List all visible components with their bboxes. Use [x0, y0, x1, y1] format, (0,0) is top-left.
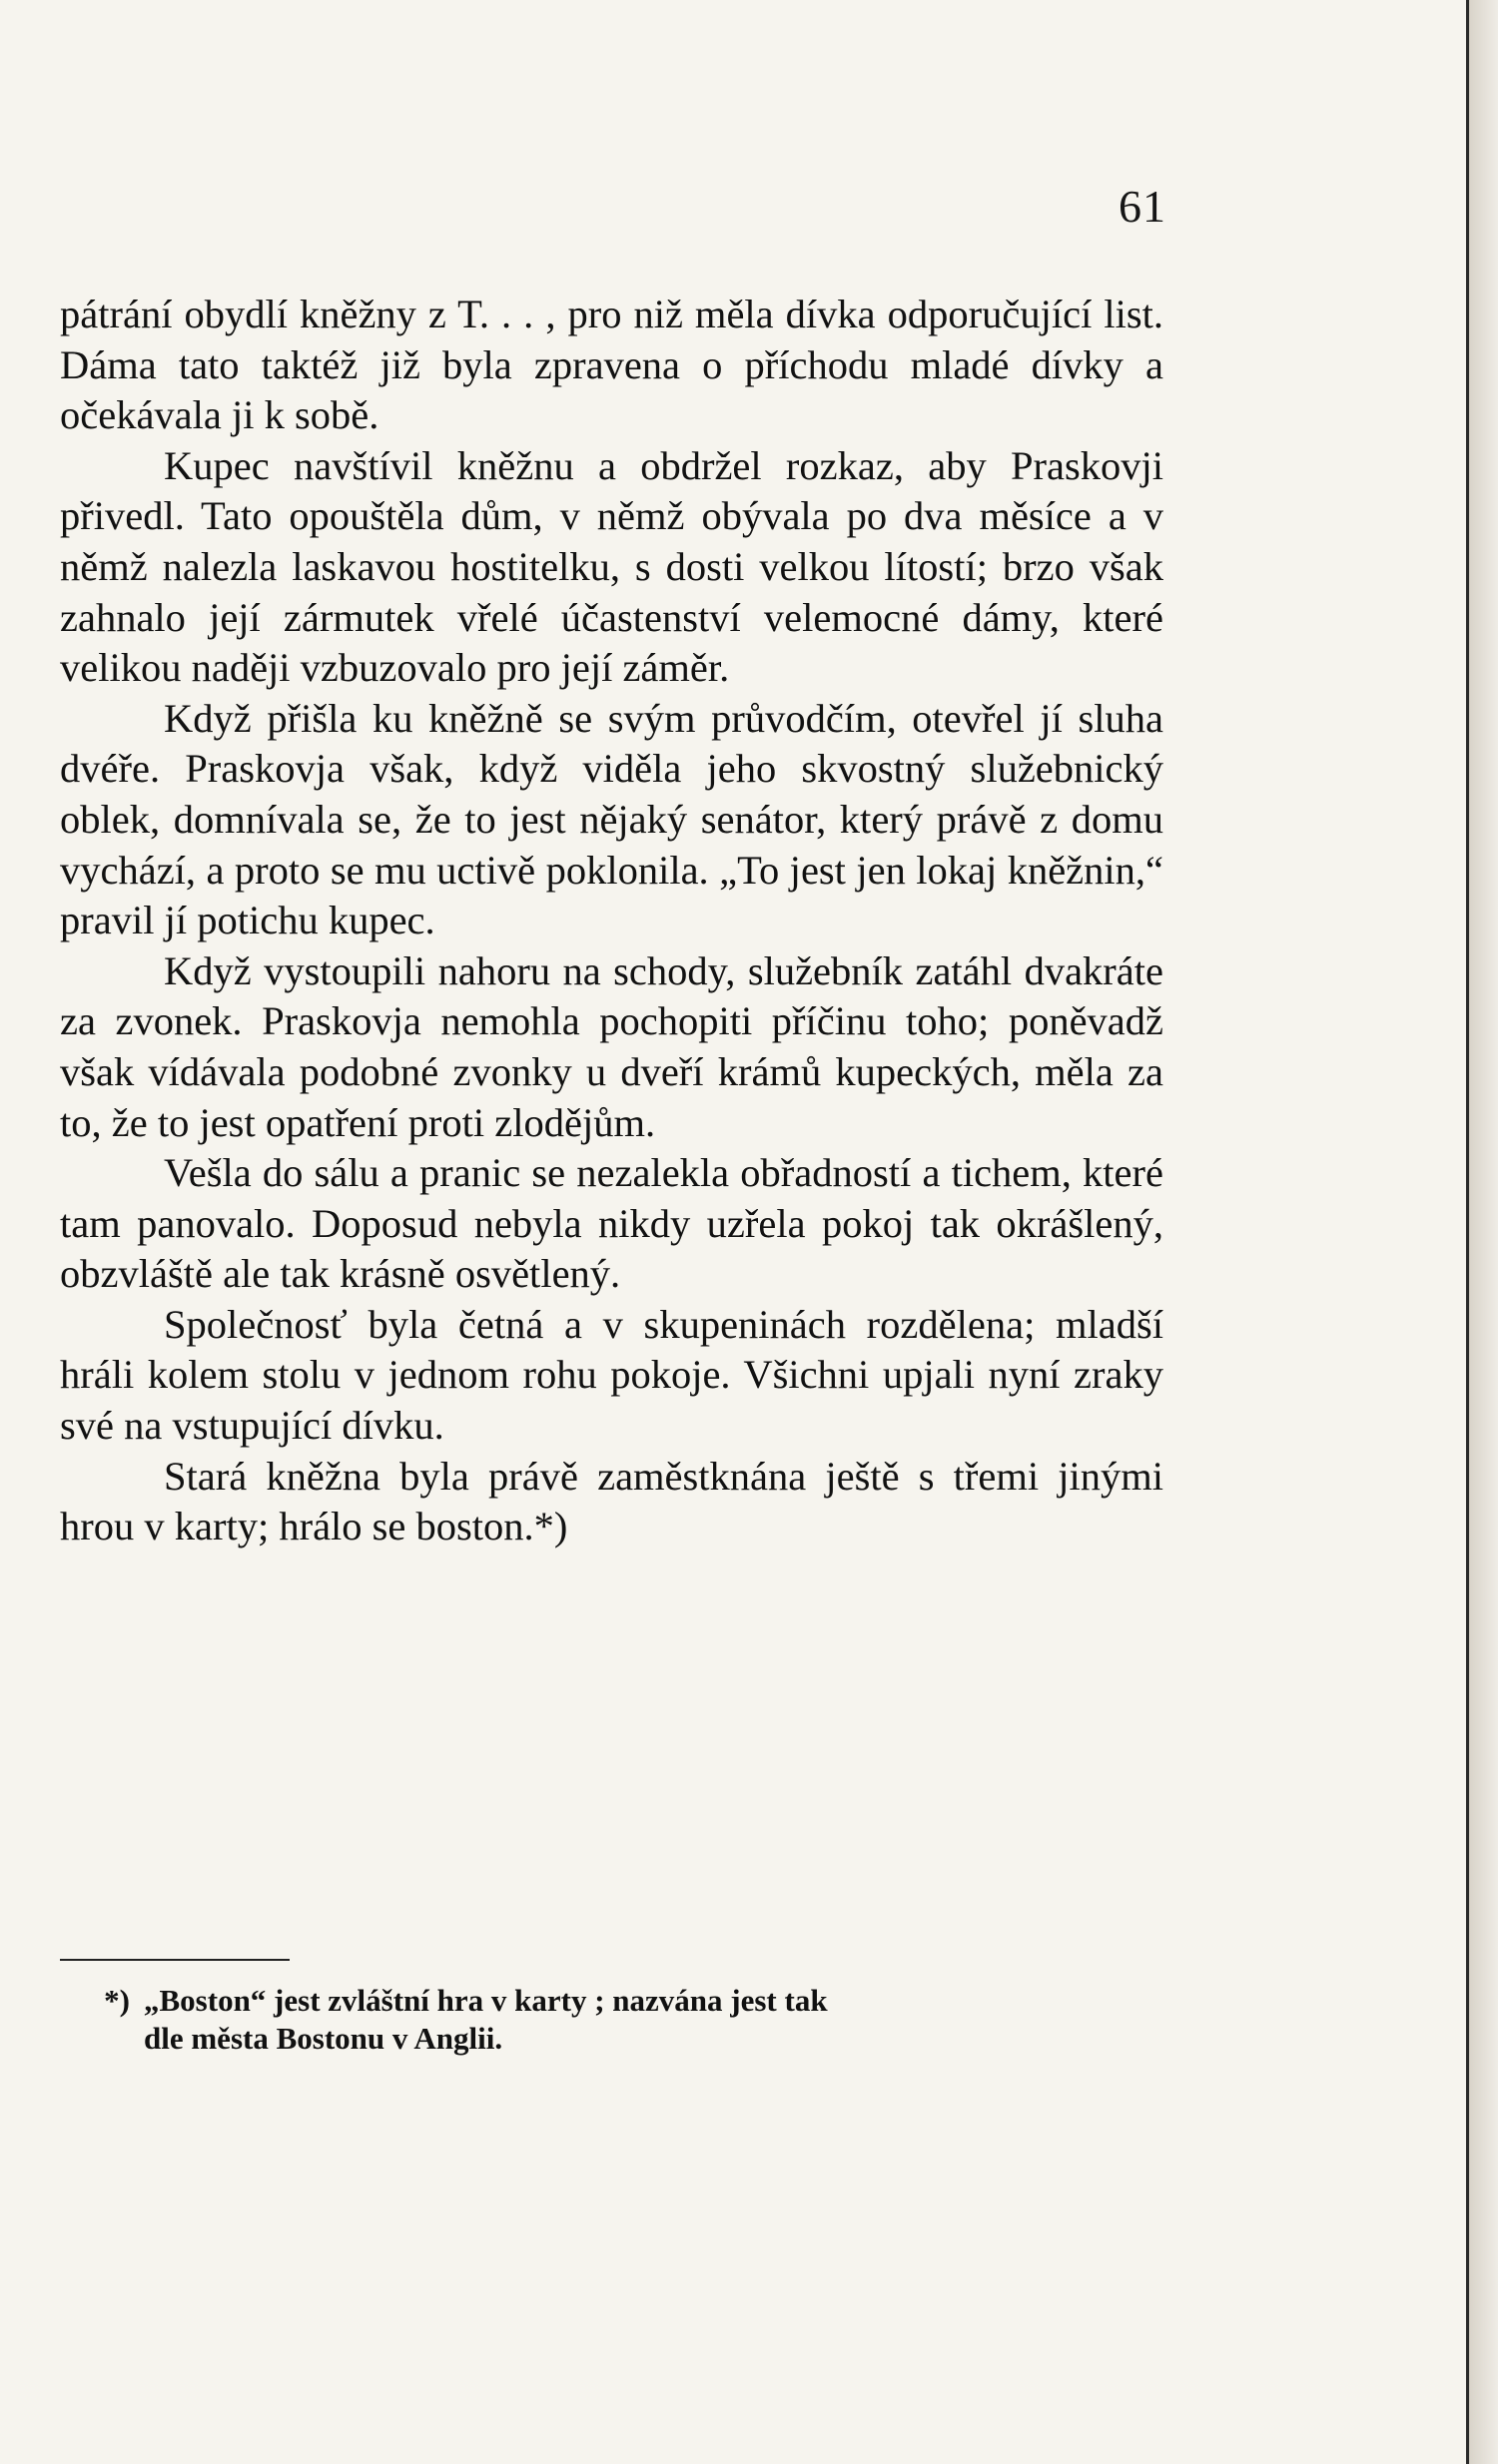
paragraph-7: Stará kněžna byla právě zaměstknána ještě s třemi jinými hrou v karty; hrálo se boston.*) [60, 1453, 1163, 1549]
paragraph-6: Společnosť byla četná a v skupeninách rozdělena; mladší hráli kolem stolu v jednom rohu pokoje. Všichni upjali nyní zraky své na vstupující dívku. [60, 1301, 1163, 1449]
paragraph-5: Vešla do sálu a pranic se nezalekla obřadností a tichem, které tam panovalo. Doposud nebyla nikdy uzřela pokoj tak okrášlený, obzvláště ale tak krásně osvětlený. [60, 1150, 1163, 1297]
paragraph-4: Když vystoupili nahoru na schody, služebník zatáhl dvakráte za zvonek. Praskovja nemohla pochopiti příčinu toho; poněvadž však vídávala podobné zvonky u dveří krámů kupeckých, měla za to, že to jest opatření proti zlodějům. [60, 947, 1163, 1145]
footnote-line-2: dle města Bostonu v Anglii. [144, 2021, 503, 2056]
footnote-line-1: „Boston“ jest zvláštní hra v karty ; nazvána jest tak [144, 1983, 828, 2018]
paragraph-3: Když přišla ku kněžně se svým průvodčím, otevřel jí sluha dvéře. Praskovja však, když viděla jeho skvostný služebnický oblek, domnívala se, že to jest nějaký senátor, který právě z domu vychází, a proto se mu uctivě poklonila. „To jest jen lokaj kněžnin,“ pravil jí potichu kupec. [60, 695, 1163, 943]
body-text [60, 290, 1163, 1552]
paragraph-2: Kupec navštívil kněžnu a obdržel rozkaz, aby Praskovji přivedl. Tato opouštěla dům, v němž obývala po dva měsíce a v němž nalezla laskavou hostitelku, s dosti velkou lítostí; brzo však zahnalo její zármutek vřelé účastenství velemocné dámy, které velikou naději vzbuzovalo pro její záměr. [60, 442, 1163, 691]
paragraph-1: pátrání obydlí kněžny z T. . . , pro niž měla dívka odporučující list. Dáma tato taktéž již byla zpravena o příchodu mladé dívky a očekávala ji k sobě. [60, 292, 1163, 438]
footnote-marker: *) [104, 1983, 130, 2018]
page-number: 61 [1119, 181, 1166, 232]
footnote [60, 1982, 1173, 2058]
page-edge [1470, 0, 1498, 2464]
footnote-divider [60, 1959, 290, 1961]
